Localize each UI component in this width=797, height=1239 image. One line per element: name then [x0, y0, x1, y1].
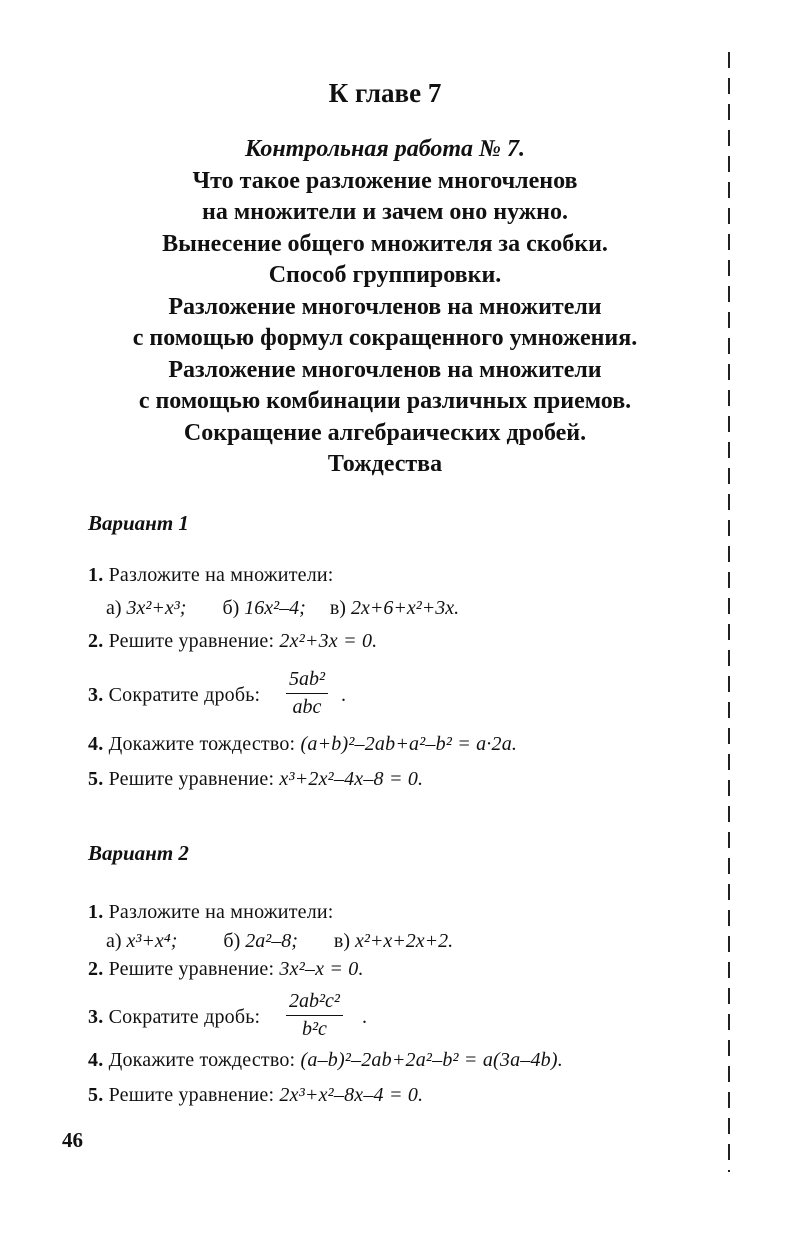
fraction-denominator: abc: [292, 696, 322, 718]
task-text: Решите уравнение:: [108, 958, 275, 980]
page-number: 46: [62, 1128, 83, 1152]
v1-task-1: [88, 564, 334, 587]
v1-task-3: [88, 684, 260, 707]
task-text: Сократите дробь:: [108, 684, 261, 706]
v2-fraction: [286, 990, 343, 1041]
task-text: Решите уравнение:: [108, 630, 275, 652]
task-expression: 3x²–x = 0.: [279, 958, 364, 980]
task-number: 1.: [88, 901, 104, 923]
v1-task-1-items: [106, 597, 459, 620]
topic-line: Что такое разложение многочленов: [192, 167, 578, 194]
fraction-numerator: 2ab²c²: [286, 990, 343, 1016]
v2-task-4: [88, 1049, 563, 1072]
topic-line: Тождества: [327, 451, 443, 477]
item-expr: x²+x+2x+2.: [355, 930, 454, 952]
v1-task-4: [88, 733, 517, 756]
task-expression: (a–b)²–2ab+2a²–b² = a(3a–4b).: [300, 1049, 563, 1071]
v2-task-1-items: [106, 930, 453, 953]
task-text: Сократите дробь:: [108, 1006, 261, 1028]
task-text: Докажите тождество:: [108, 1049, 296, 1071]
v1-task-3-end: .: [341, 684, 347, 706]
topic-line: на множители и зачем оно нужно.: [202, 199, 568, 225]
task-text: Разложите на множители:: [108, 564, 334, 586]
task-text: Решите уравнение:: [108, 1084, 275, 1106]
v2-task-3-end: .: [362, 1006, 368, 1028]
task-number: 3.: [88, 1006, 104, 1028]
v2-task-2: [88, 958, 364, 981]
task-number: 5.: [88, 768, 104, 790]
item-expr: 16x²–4;: [244, 597, 306, 619]
task-expression: 2x²+3x = 0.: [279, 630, 378, 652]
topic-line: Вынесение общего множителя за скобки.: [162, 230, 608, 257]
task-number: 1.: [88, 564, 104, 586]
topic-list: [0, 134, 770, 481]
topic-line: Способ группировки.: [268, 262, 502, 288]
task-text: Решите уравнение:: [108, 768, 275, 790]
v1-task-2: [88, 630, 377, 653]
task-number: 4.: [88, 733, 104, 755]
task-text: Разложите на множители:: [108, 901, 334, 923]
item-expr: x³+x⁴;: [126, 930, 178, 952]
task-expression: 2x³+x²–8x–4 = 0.: [279, 1084, 424, 1106]
topic-line: Сокращение алгебраических дробей.: [183, 419, 587, 446]
task-number: 2.: [88, 630, 104, 652]
task-number: 4.: [88, 1049, 104, 1071]
fraction-denominator: b²c: [302, 1018, 327, 1040]
v2-task-3: [88, 1006, 260, 1029]
variant-1-heading: Вариант 1: [88, 511, 189, 535]
item-label: б): [222, 597, 240, 619]
task-text: Докажите тождество:: [108, 733, 296, 755]
v2-task-1: [88, 901, 334, 924]
item-label: б): [223, 930, 241, 952]
item-label: в): [329, 597, 346, 619]
variant-2-heading: Вариант 2: [88, 841, 189, 865]
fraction-numerator: 5ab²: [286, 668, 328, 694]
task-expression: (a+b)²–2ab+a²–b² = a·2a.: [300, 733, 518, 755]
chapter-title: К главе 7: [328, 78, 442, 108]
item-label: а): [106, 597, 122, 619]
topic-line: с помощью формул сокращенного умножения.: [132, 325, 638, 351]
item-expr: 3x²+x³;: [126, 597, 187, 619]
v1-fraction: [286, 668, 328, 719]
item-expr: 2a²–8;: [245, 930, 298, 952]
task-number: 2.: [88, 958, 104, 980]
task-number: 3.: [88, 684, 104, 706]
task-expression: x³+2x²–4x–8 = 0.: [279, 768, 424, 790]
item-label: а): [106, 930, 122, 952]
item-expr: 2x+6+x²+3x.: [350, 597, 460, 619]
topic-line: Разложение многочленов на множители: [168, 356, 602, 383]
test-title: Контрольная работа № 7.: [244, 136, 526, 162]
v2-task-5: [88, 1084, 423, 1107]
item-label: в): [333, 930, 351, 952]
topic-line: Разложение многочленов на множители: [168, 293, 602, 320]
topic-line: с помощью комбинации различных приемов.: [138, 388, 632, 414]
task-number: 5.: [88, 1084, 104, 1106]
v1-task-5: [88, 768, 423, 791]
